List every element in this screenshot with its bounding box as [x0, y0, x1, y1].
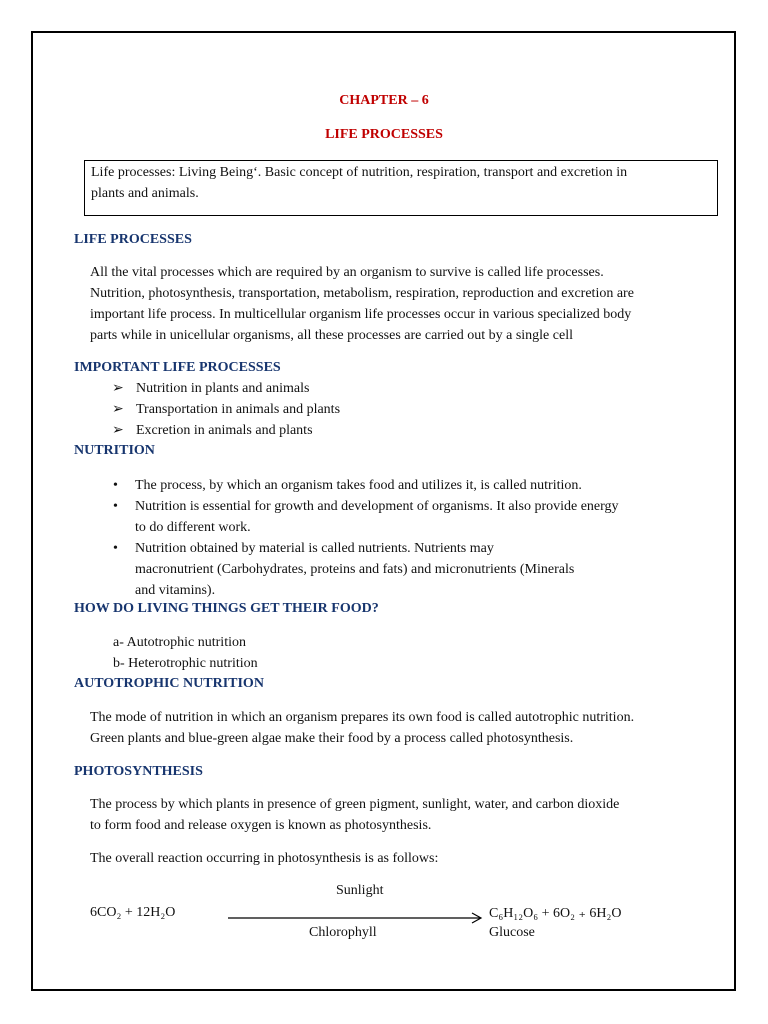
bullet-icon: •: [113, 499, 118, 514]
list-item: b- Heterotrophic nutrition: [113, 656, 258, 671]
bullet-icon: •: [113, 478, 118, 493]
paragraph-line: Green plants and blue-green algae make their food by a process called photosynthesis.: [90, 731, 574, 746]
equation-reactants: 6CO₂ + 12H₂O: [90, 905, 176, 920]
section-heading-nutrition: NUTRITION: [74, 443, 155, 458]
paragraph-line: The process by which plants in presence of green pigment, sunlight, water, and carbon dioxide: [90, 797, 620, 812]
paragraph-line: All the vital processes which are required by an organism to survive is called life processes.: [90, 265, 604, 280]
paragraph-line: to form food and release oxygen is known as photosynthesis.: [90, 818, 432, 833]
list-item: [112, 420, 313, 441]
equation-condition-sunlight: Sunlight: [336, 883, 384, 898]
section-heading-how-food: HOW DO LIVING THINGS GET THEIR FOOD?: [74, 601, 379, 616]
arrow-bullet-icon: ➢: [112, 381, 124, 396]
list-item-text: macronutrient (Carbohydrates, proteins and fats) and micronutrients (Minerals: [135, 562, 575, 577]
list-item: a- Autotrophic nutrition: [113, 635, 246, 650]
chapter-number: CHAPTER – 6: [339, 93, 429, 108]
paragraph-line: The mode of nutrition in which an organism prepares its own food is called autotrophic nutrition.: [90, 710, 635, 725]
equation-condition-chlorophyll: Chlorophyll: [309, 925, 377, 940]
photosynthesis-paragraph: [90, 794, 720, 836]
bullet-icon: •: [113, 541, 118, 556]
paragraph-line: parts while in unicellular organisms, all these processes are carried out by a single cell: [90, 328, 573, 343]
paragraph-line: important life process. In multicellular organism life processes occur in various specialized body: [90, 307, 632, 322]
equation-products: C₆H₁₂O₆ + 6O₂ ₊ 6H₂O: [489, 906, 622, 921]
section-heading-autotrophic-nutrition: AUTOTROPHIC NUTRITION: [74, 676, 264, 691]
list-item-text: Nutrition in plants and animals: [136, 381, 310, 396]
intro-line: plants and animals.: [91, 186, 199, 201]
arrow-bullet-icon: ➢: [112, 402, 124, 417]
list-item-text: Nutrition obtained by material is called nutrients. Nutrients may: [135, 541, 494, 556]
arrow-bullet-icon: ➢: [112, 423, 124, 438]
reaction-arrow-icon: [228, 911, 486, 925]
reaction-intro: The overall reaction occurring in photosynthesis is as follows:: [90, 851, 439, 866]
list-item-text: Excretion in animals and plants: [136, 423, 313, 438]
list-item-text: Nutrition is essential for growth and development of organisms. It also provide energy: [135, 499, 619, 514]
list-item: [112, 399, 340, 420]
list-item-text: Transportation in animals and plants: [136, 402, 341, 417]
life-processes-paragraph: [90, 262, 720, 346]
paragraph-line: Nutrition, photosynthesis, transportation, metabolism, respiration, reproduction and excretion are: [90, 286, 634, 301]
equation-product-label: Glucose: [489, 925, 535, 940]
list-item-text: to do different work.: [135, 520, 251, 535]
intro-box: [84, 160, 718, 216]
list-item: [112, 378, 309, 399]
autotrophic-paragraph: [90, 707, 720, 749]
section-heading-photosynthesis: PHOTOSYNTHESIS: [74, 764, 203, 779]
intro-line: Life processes: Living Being‘. Basic concept of nutrition, respiration, transport and excretion in: [91, 165, 628, 180]
list-item-text: and vitamins).: [135, 583, 216, 598]
section-heading-important-life-processes: IMPORTANT LIFE PROCESSES: [74, 360, 281, 375]
list-item-text: The process, by which an organism takes food and utilizes it, is called nutrition.: [135, 478, 582, 493]
chapter-title: LIFE PROCESSES: [325, 127, 443, 142]
section-heading-life-processes: LIFE PROCESSES: [74, 232, 192, 247]
